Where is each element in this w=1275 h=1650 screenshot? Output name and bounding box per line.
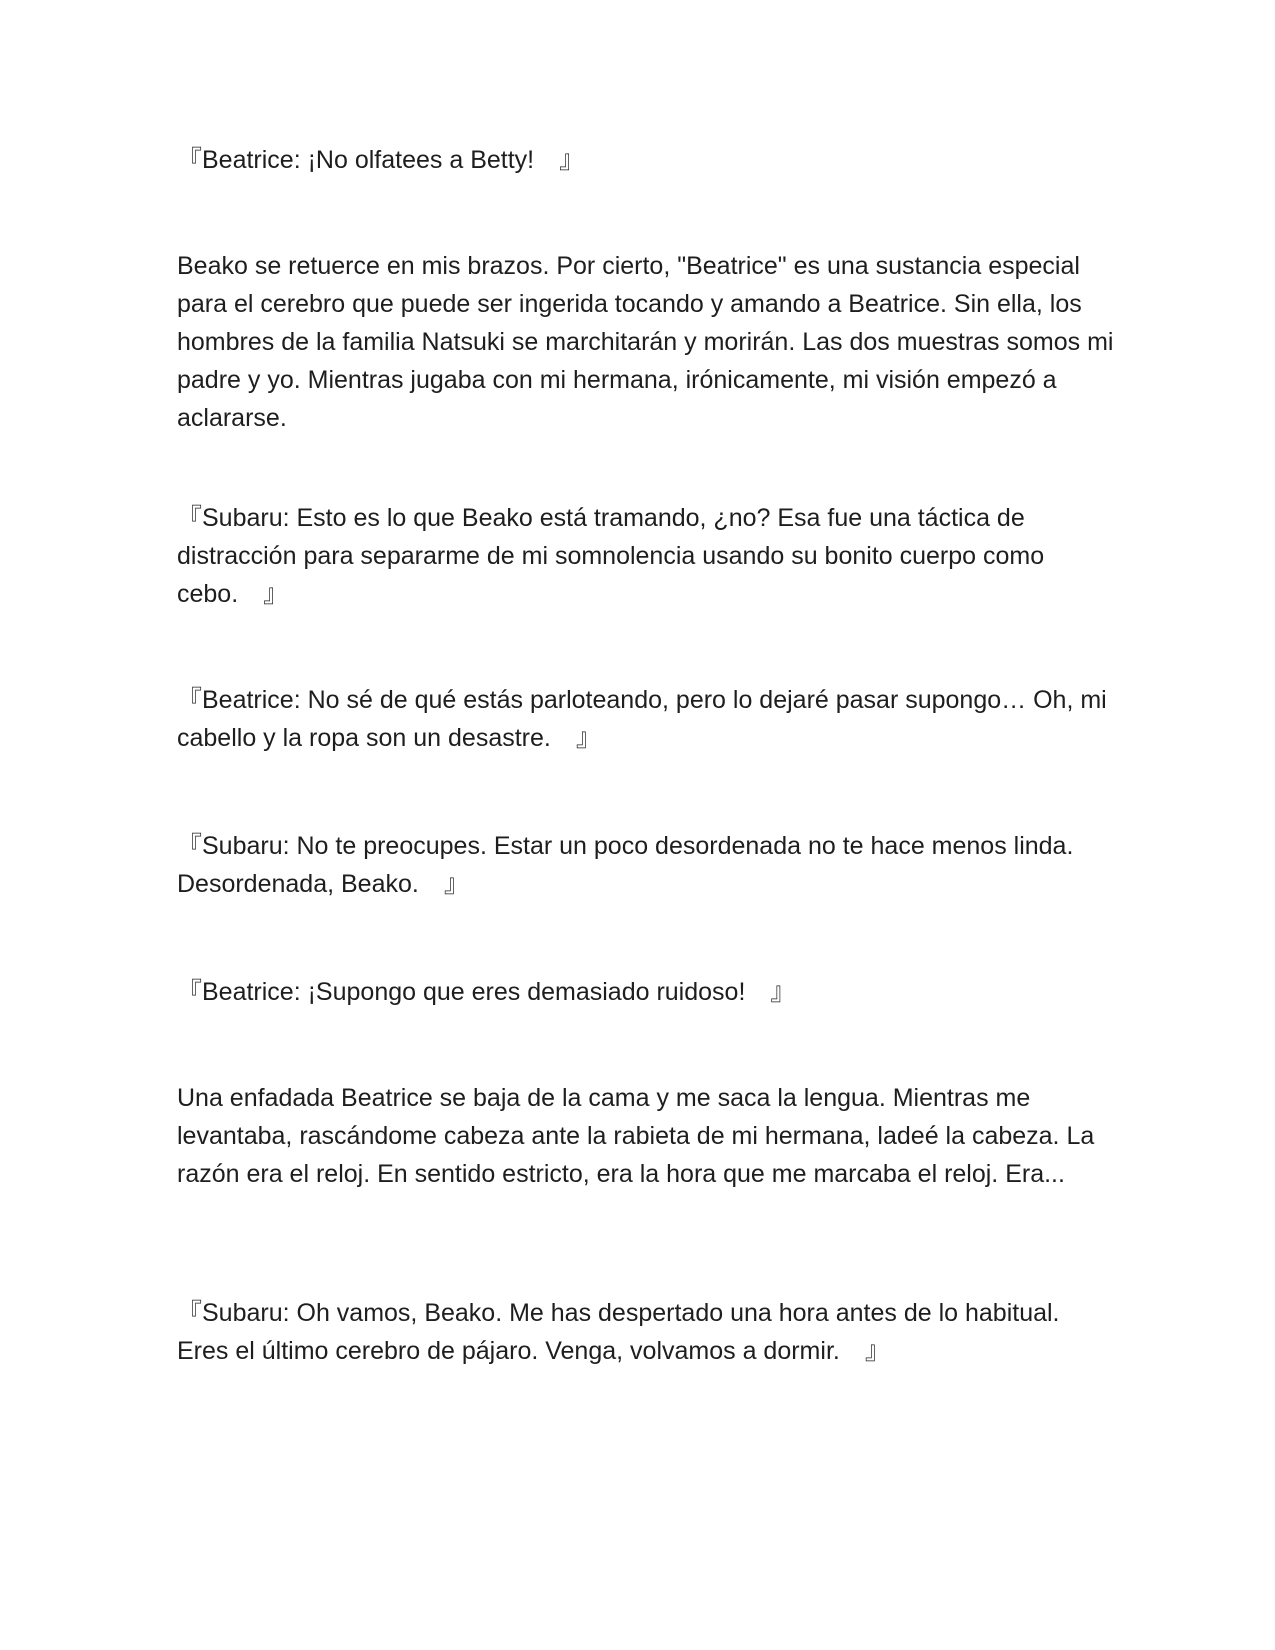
dialogue-subaru-1: 『Subaru: Esto es lo que Beako está tramando, ¿no? Esa fue una táctica de distracción para separarme de mi somnolencia usando su bonito cuerpo como cebo. 』	[177, 504, 1045, 608]
narration-paragraph-1: Beako se retuerce en mis brazos. Por cierto, "Beatrice" es una sustancia especial para el cerebro que puede ser ingerida tocando y amando a Beatrice. Sin ella, los hombres de la familia Natsuki se marchitarán y morirán. Las dos muestras somos mi padre y yo. Mientras jugaba con mi hermana, irónicamente, mi visión empezó a aclararse.	[177, 252, 1114, 432]
dialogue-beatrice-1: 『Beatrice: ¡No olfatees a Betty! 』	[177, 146, 585, 174]
dialogue-beatrice-3: 『Beatrice: ¡Supongo que eres demasiado ruidoso! 』	[177, 978, 796, 1006]
dialogue-beatrice-2: 『Beatrice: No sé de qué estás parloteando, pero lo dejaré pasar supongo… Oh, mi cabello y la ropa son un desastre. 』	[177, 686, 1107, 752]
dialogue-subaru-2: 『Subaru: No te preocupes. Estar un poco desordenada no te hace menos linda. Desordenada, Beako. 』	[177, 832, 1074, 898]
narration-paragraph-2: Una enfadada Beatrice se baja de la cama y me saca la lengua. Mientras me levantaba, rascándome cabeza ante la rabieta de mi hermana, ladeé la cabeza. La razón era el reloj. En sentido estricto, era la hora que me marcaba el reloj. Era...	[177, 1084, 1095, 1188]
dialogue-subaru-3: 『Subaru: Oh vamos, Beako. Me has despertado una hora antes de lo habitual. Eres el último cerebro de pájaro. Venga, volvamos a dormir. 』	[177, 1299, 1060, 1365]
